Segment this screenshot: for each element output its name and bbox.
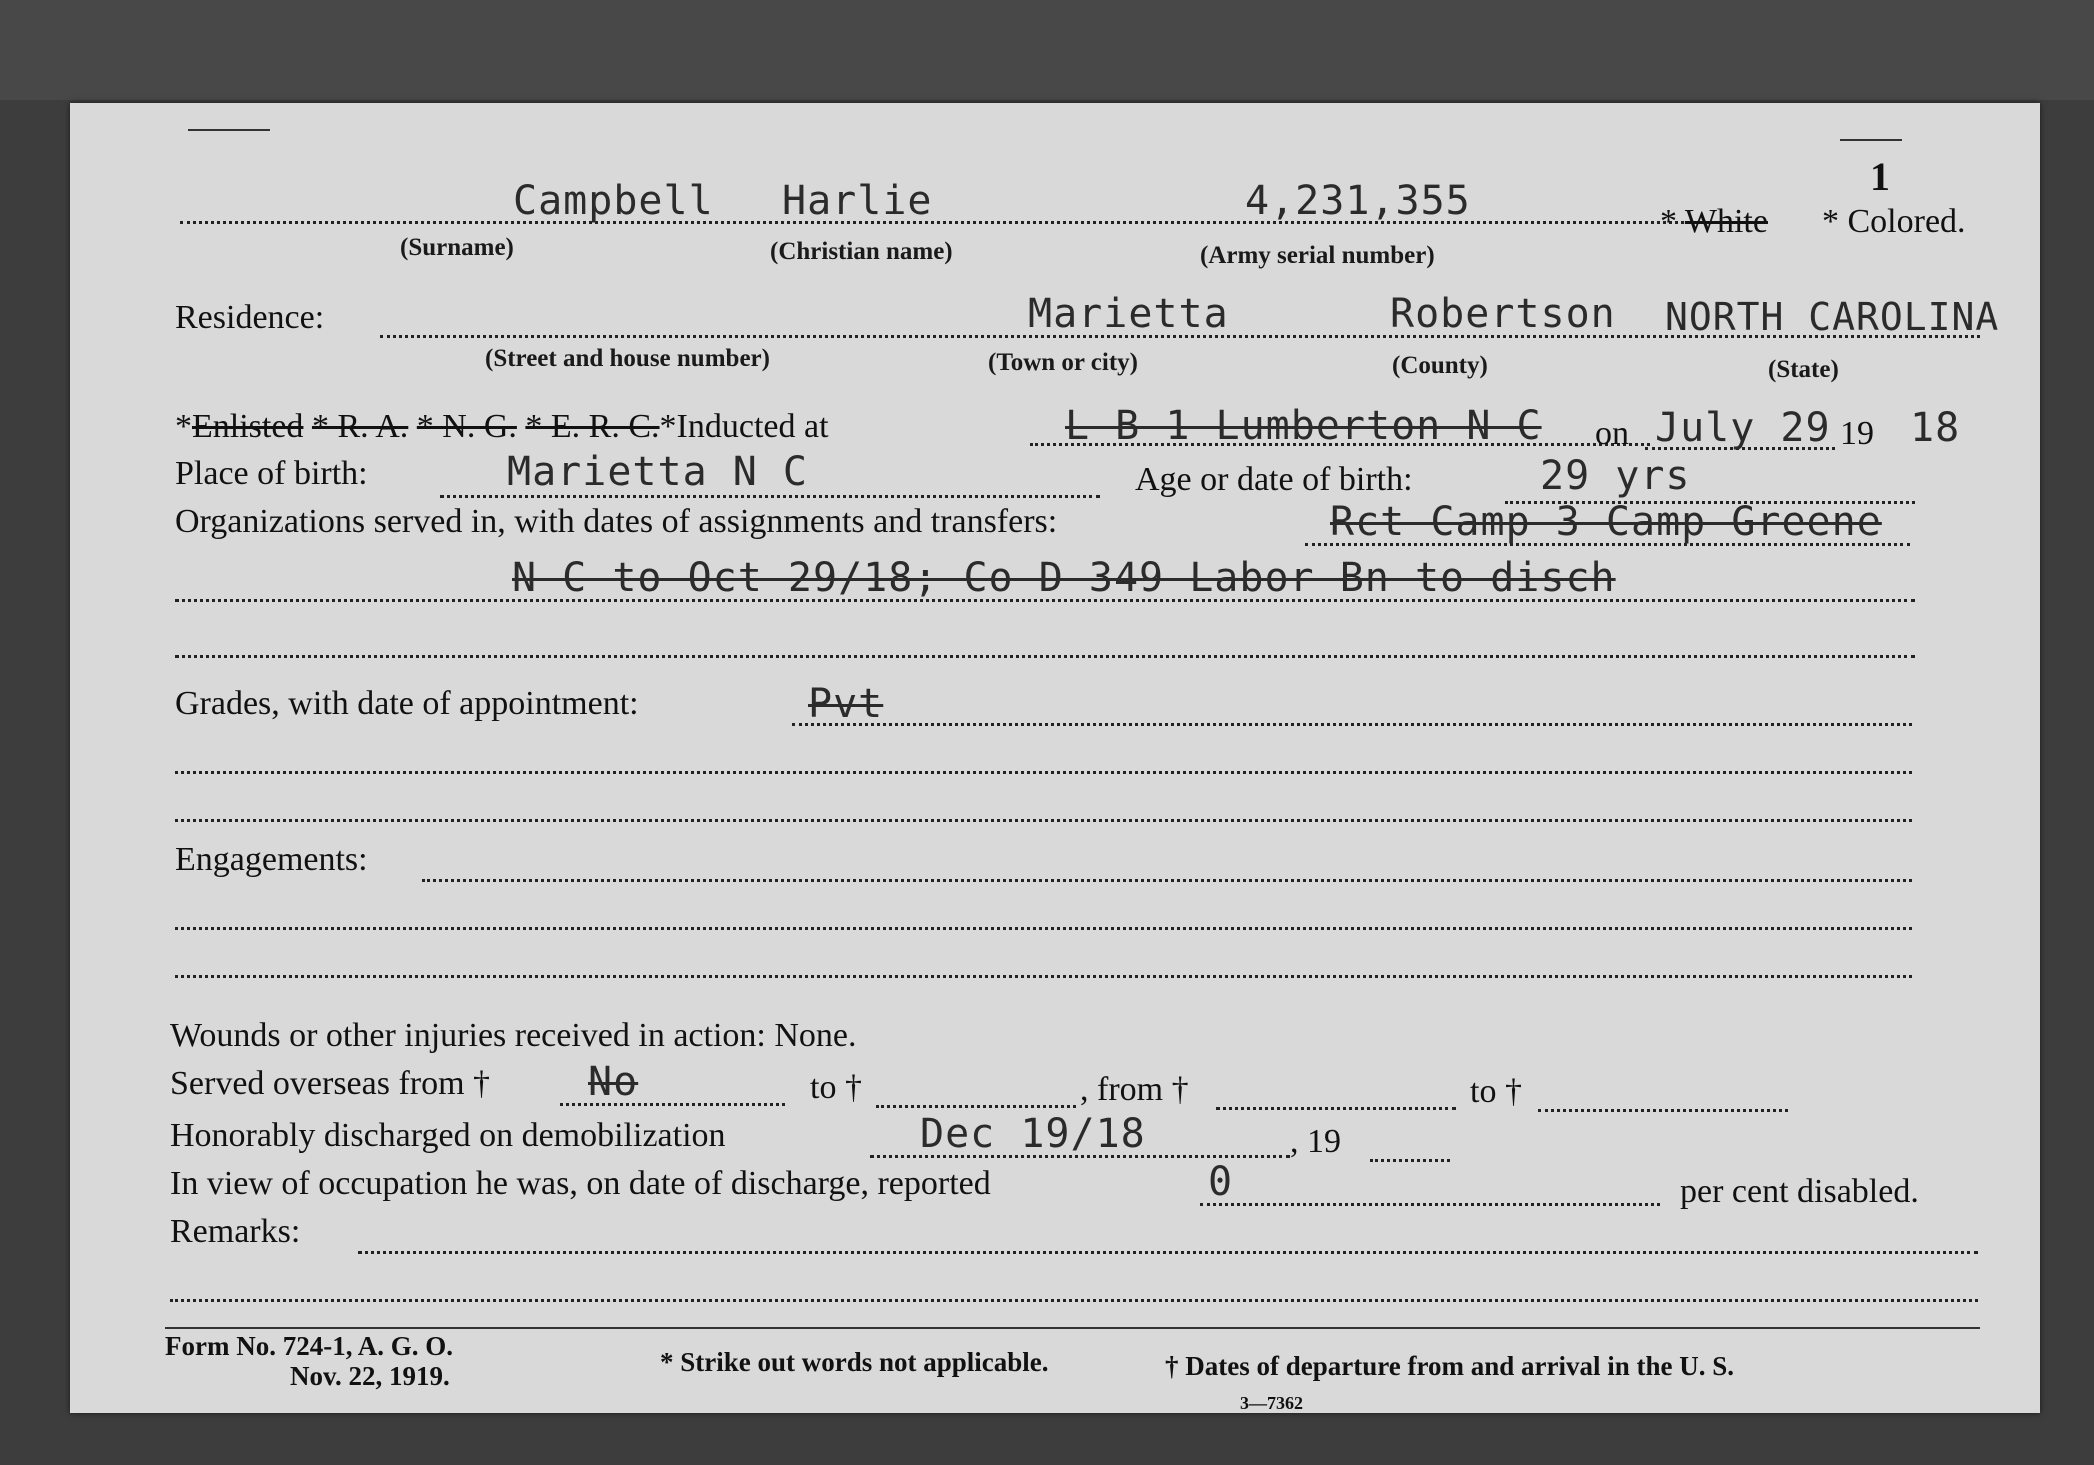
county-caption: (County) [1392,352,1488,379]
disability-label: In view of occupation he was, on date of discharge, reported [170,1165,991,1202]
engagements-line-1 [422,879,1912,882]
discharge-date-value: Dec 19/18 [920,1111,1146,1157]
strike-note: * Strike out words not applicable. [660,1347,1049,1377]
grades-line-3 [175,819,1912,822]
remarks-line-1 [358,1251,1978,1254]
white-option [1660,203,1768,241]
discharge-year-label: , 19 [1290,1123,1341,1160]
street-caption: (Street and house number) [485,345,770,372]
overseas-to-line [876,1105,1076,1108]
grades-value: Pvt [808,681,884,727]
surname-caption: (Surname) [400,234,514,261]
engagements-label: Engagements: [175,841,368,878]
footer-rule [165,1327,1980,1329]
serial-number-value: 4,231,355 [1245,178,1471,224]
residence-label: Residence: [175,299,325,336]
overseas-from2-line [1216,1107,1456,1110]
induction-year-value: 18 [1910,405,1961,451]
overseas-from-value: No [588,1059,639,1105]
form-number: Form No. 724-1, A. G. O. [165,1331,453,1361]
grades-line-1 [792,723,1912,726]
town-caption: (Town or city) [988,349,1138,376]
discharge-year-line [1370,1159,1450,1162]
card-number: 1 [1870,154,1890,199]
disability-line [1200,1203,1660,1206]
service-record-card [70,103,2040,1413]
wounds-value: None. [774,1017,857,1054]
white-label: White [1684,203,1768,240]
erc-label: * E. R. C. [525,408,660,445]
christian-name-value: Harlie [782,178,933,224]
overseas-to2-line [1538,1109,1788,1112]
county-value: Robertson [1390,291,1616,337]
remarks-line-2 [170,1299,1978,1302]
town-value: Marietta [1028,291,1229,337]
place-of-birth-value: Marietta N C [507,449,808,495]
age-value: 29 yrs [1540,453,1691,499]
induction-date-value: July 29 [1655,405,1831,451]
wounds-text: Wounds or other injuries received in action: [170,1017,766,1054]
organizations-value-2: N C to Oct 29/18; Co D 349 Labor Bn to disch [512,555,1616,601]
overseas-label: Served overseas from † [170,1065,491,1102]
disability-suffix: per cent disabled. [1680,1173,1919,1210]
white-star: * [1660,203,1677,240]
organizations-value-1: Rct Camp 3 Camp Greene [1330,499,1882,545]
enlisted-label: Enlisted [192,408,304,445]
top-left-mark [188,129,270,131]
discharge-label: Honorably discharged on demobilization [170,1117,726,1154]
form-date: Nov. 22, 1919. [290,1361,450,1391]
on-label: on [1595,415,1629,452]
engagements-line-2 [175,927,1912,930]
engagements-line-3 [175,975,1912,978]
overseas-to-label: to † [810,1069,862,1106]
print-code: 3—7362 [1240,1393,1303,1413]
colored-label: * Colored. [1822,203,1966,240]
disability-value: 0 [1208,1159,1234,1205]
induction-place-value: L B 1 Lumberton N C [1065,403,1542,449]
ng-label: * N. G. [416,408,517,445]
organizations-line-3 [175,655,1915,658]
year-prefix: 19 [1840,415,1874,452]
grades-label: Grades, with date of appointment: [175,685,639,722]
induction-options [175,408,829,446]
scanner-background [0,0,2094,100]
place-of-birth-label: Place of birth: [175,455,368,492]
ra-label: * R. A. [311,408,409,445]
state-value: NORTH CAROLINA [1665,295,2000,339]
state-caption: (State) [1768,356,1839,383]
top-right-mark [1840,139,1902,141]
overseas-to2-label: to † [1470,1073,1522,1110]
dates-note: † Dates of departure from and arrival in the U. S. [1165,1351,1734,1381]
organizations-label: Organizations served in, with dates of assignments and transfers: [175,503,1058,540]
wounds-label [170,1017,857,1055]
grades-line-2 [175,771,1912,774]
inducted-at-label: *Inducted at [659,408,829,445]
christian-name-caption: (Christian name) [770,238,953,265]
enlisted-star: * [175,408,192,445]
remarks-label: Remarks: [170,1213,301,1250]
surname-value: Campbell [513,178,714,224]
place-of-birth-line [440,495,1100,498]
overseas-from2-label: , from † [1080,1071,1189,1108]
serial-number-caption: (Army serial number) [1200,242,1435,269]
age-label: Age or date of birth: [1135,461,1413,498]
